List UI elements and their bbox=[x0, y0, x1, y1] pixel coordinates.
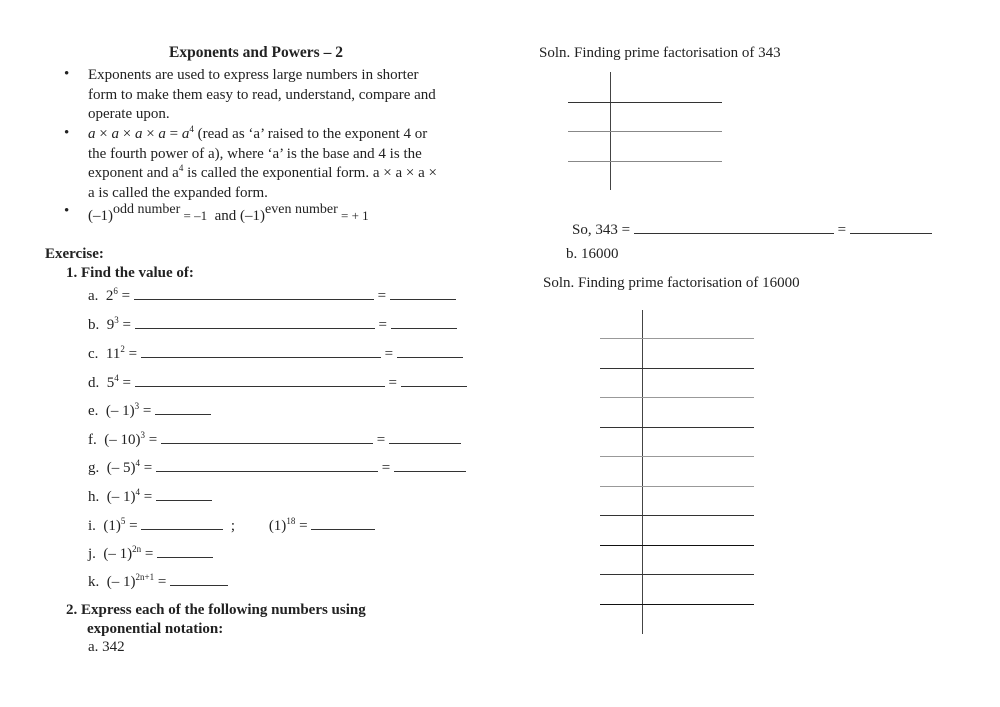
answer-blank[interactable] bbox=[155, 400, 211, 415]
page-title: Exponents and Powers – 2 bbox=[169, 44, 343, 61]
answer-blank[interactable] bbox=[135, 314, 375, 329]
answer-blank[interactable] bbox=[401, 372, 467, 387]
answer-blank[interactable] bbox=[135, 372, 385, 387]
q1-item-e: e. (– 1)$^3$ = bbox=[88, 400, 211, 420]
bullet-2-text bbox=[88, 125, 437, 203]
bullet-1-line-2: form to make them easy to read, understand, compare and bbox=[88, 86, 436, 103]
answer-blank[interactable] bbox=[134, 285, 374, 300]
q2-item-a: a. 342 bbox=[88, 639, 125, 655]
question-1-heading: 1. Find the value of: bbox=[66, 265, 194, 281]
answer-blank[interactable] bbox=[397, 343, 463, 358]
q1-item-h: h. (– 1)$^4$ = bbox=[88, 486, 212, 506]
bullet-1-text bbox=[88, 66, 436, 125]
bullet-dot: • bbox=[64, 125, 70, 141]
exercise-heading: Exercise: bbox=[45, 246, 104, 262]
answer-blank[interactable] bbox=[389, 429, 461, 444]
answer-blank[interactable] bbox=[850, 219, 932, 234]
question-2-heading: 2. Express each of the following numbers using exponential notation: bbox=[66, 602, 366, 637]
answer-blank[interactable] bbox=[141, 515, 223, 530]
part-b-16000: b. 16000 bbox=[566, 246, 619, 262]
q1-item-d: d. $5^4$ = = bbox=[88, 372, 467, 392]
answer-blank[interactable] bbox=[390, 285, 456, 300]
answer-blank[interactable] bbox=[156, 457, 378, 472]
bullet-2-line-3: exponent and $a^4$ is called the exponential form. a × a × a × bbox=[88, 163, 437, 181]
bullet-1-line-3: operate upon. bbox=[88, 106, 170, 122]
q1-item-j: j. (– 1)$^{2n}$ = bbox=[88, 543, 213, 563]
bullet-1-line-1: Exponents are used to express large numbers in shorter bbox=[88, 67, 419, 83]
q1-item-a: a. $2^6$ = = bbox=[88, 285, 456, 305]
so-343-line: So, 343 = = bbox=[572, 219, 932, 239]
answer-blank[interactable] bbox=[141, 343, 381, 358]
q1-item-f: f. (– 10)$^3$ = = bbox=[88, 429, 461, 449]
q1-item-g: g. (– 5)$^4$ = = bbox=[88, 457, 466, 477]
answer-blank[interactable] bbox=[634, 219, 834, 234]
bullet-2-line-1: $a \times a \times a \times a = a^4$ (read as ‘a’ raised to the exponent 4 or bbox=[88, 124, 428, 142]
bullet-dot: • bbox=[64, 66, 70, 82]
answer-blank[interactable] bbox=[161, 429, 373, 444]
solution-16000-heading: Soln. Finding prime factorisation of 16000 bbox=[543, 275, 800, 291]
answer-blank[interactable] bbox=[157, 543, 213, 558]
q1-item-b: b. $9^3$ = = bbox=[88, 314, 457, 334]
bullet-2-line-1-end: (read as ‘a’ raised to the exponent 4 or bbox=[197, 126, 428, 142]
bullet-3-formula: (–1)odd number = –1 and (–1)even number = + 1 bbox=[88, 202, 369, 224]
q1-item-c: c. $11^2$ = = bbox=[88, 343, 463, 363]
solution-343-heading: Soln. Finding prime factorisation of 343 bbox=[539, 45, 781, 61]
answer-blank[interactable] bbox=[156, 486, 212, 501]
answer-blank[interactable] bbox=[311, 515, 375, 530]
bullet-2-line-4: a is called the expanded form. bbox=[88, 184, 268, 201]
bullet-2-line-2: the fourth power of a), where ‘a’ is the base and 4 is the bbox=[88, 145, 422, 162]
answer-blank[interactable] bbox=[394, 457, 466, 472]
bullet-dot: • bbox=[64, 203, 70, 219]
answer-blank[interactable] bbox=[391, 314, 457, 329]
q1-item-i: i. $(1)^5$ = ; $(1)^{18}$ = bbox=[88, 515, 375, 535]
q1-item-k: k. (– 1)$^{2n+1}$ = bbox=[88, 571, 228, 591]
answer-blank[interactable] bbox=[170, 571, 228, 586]
